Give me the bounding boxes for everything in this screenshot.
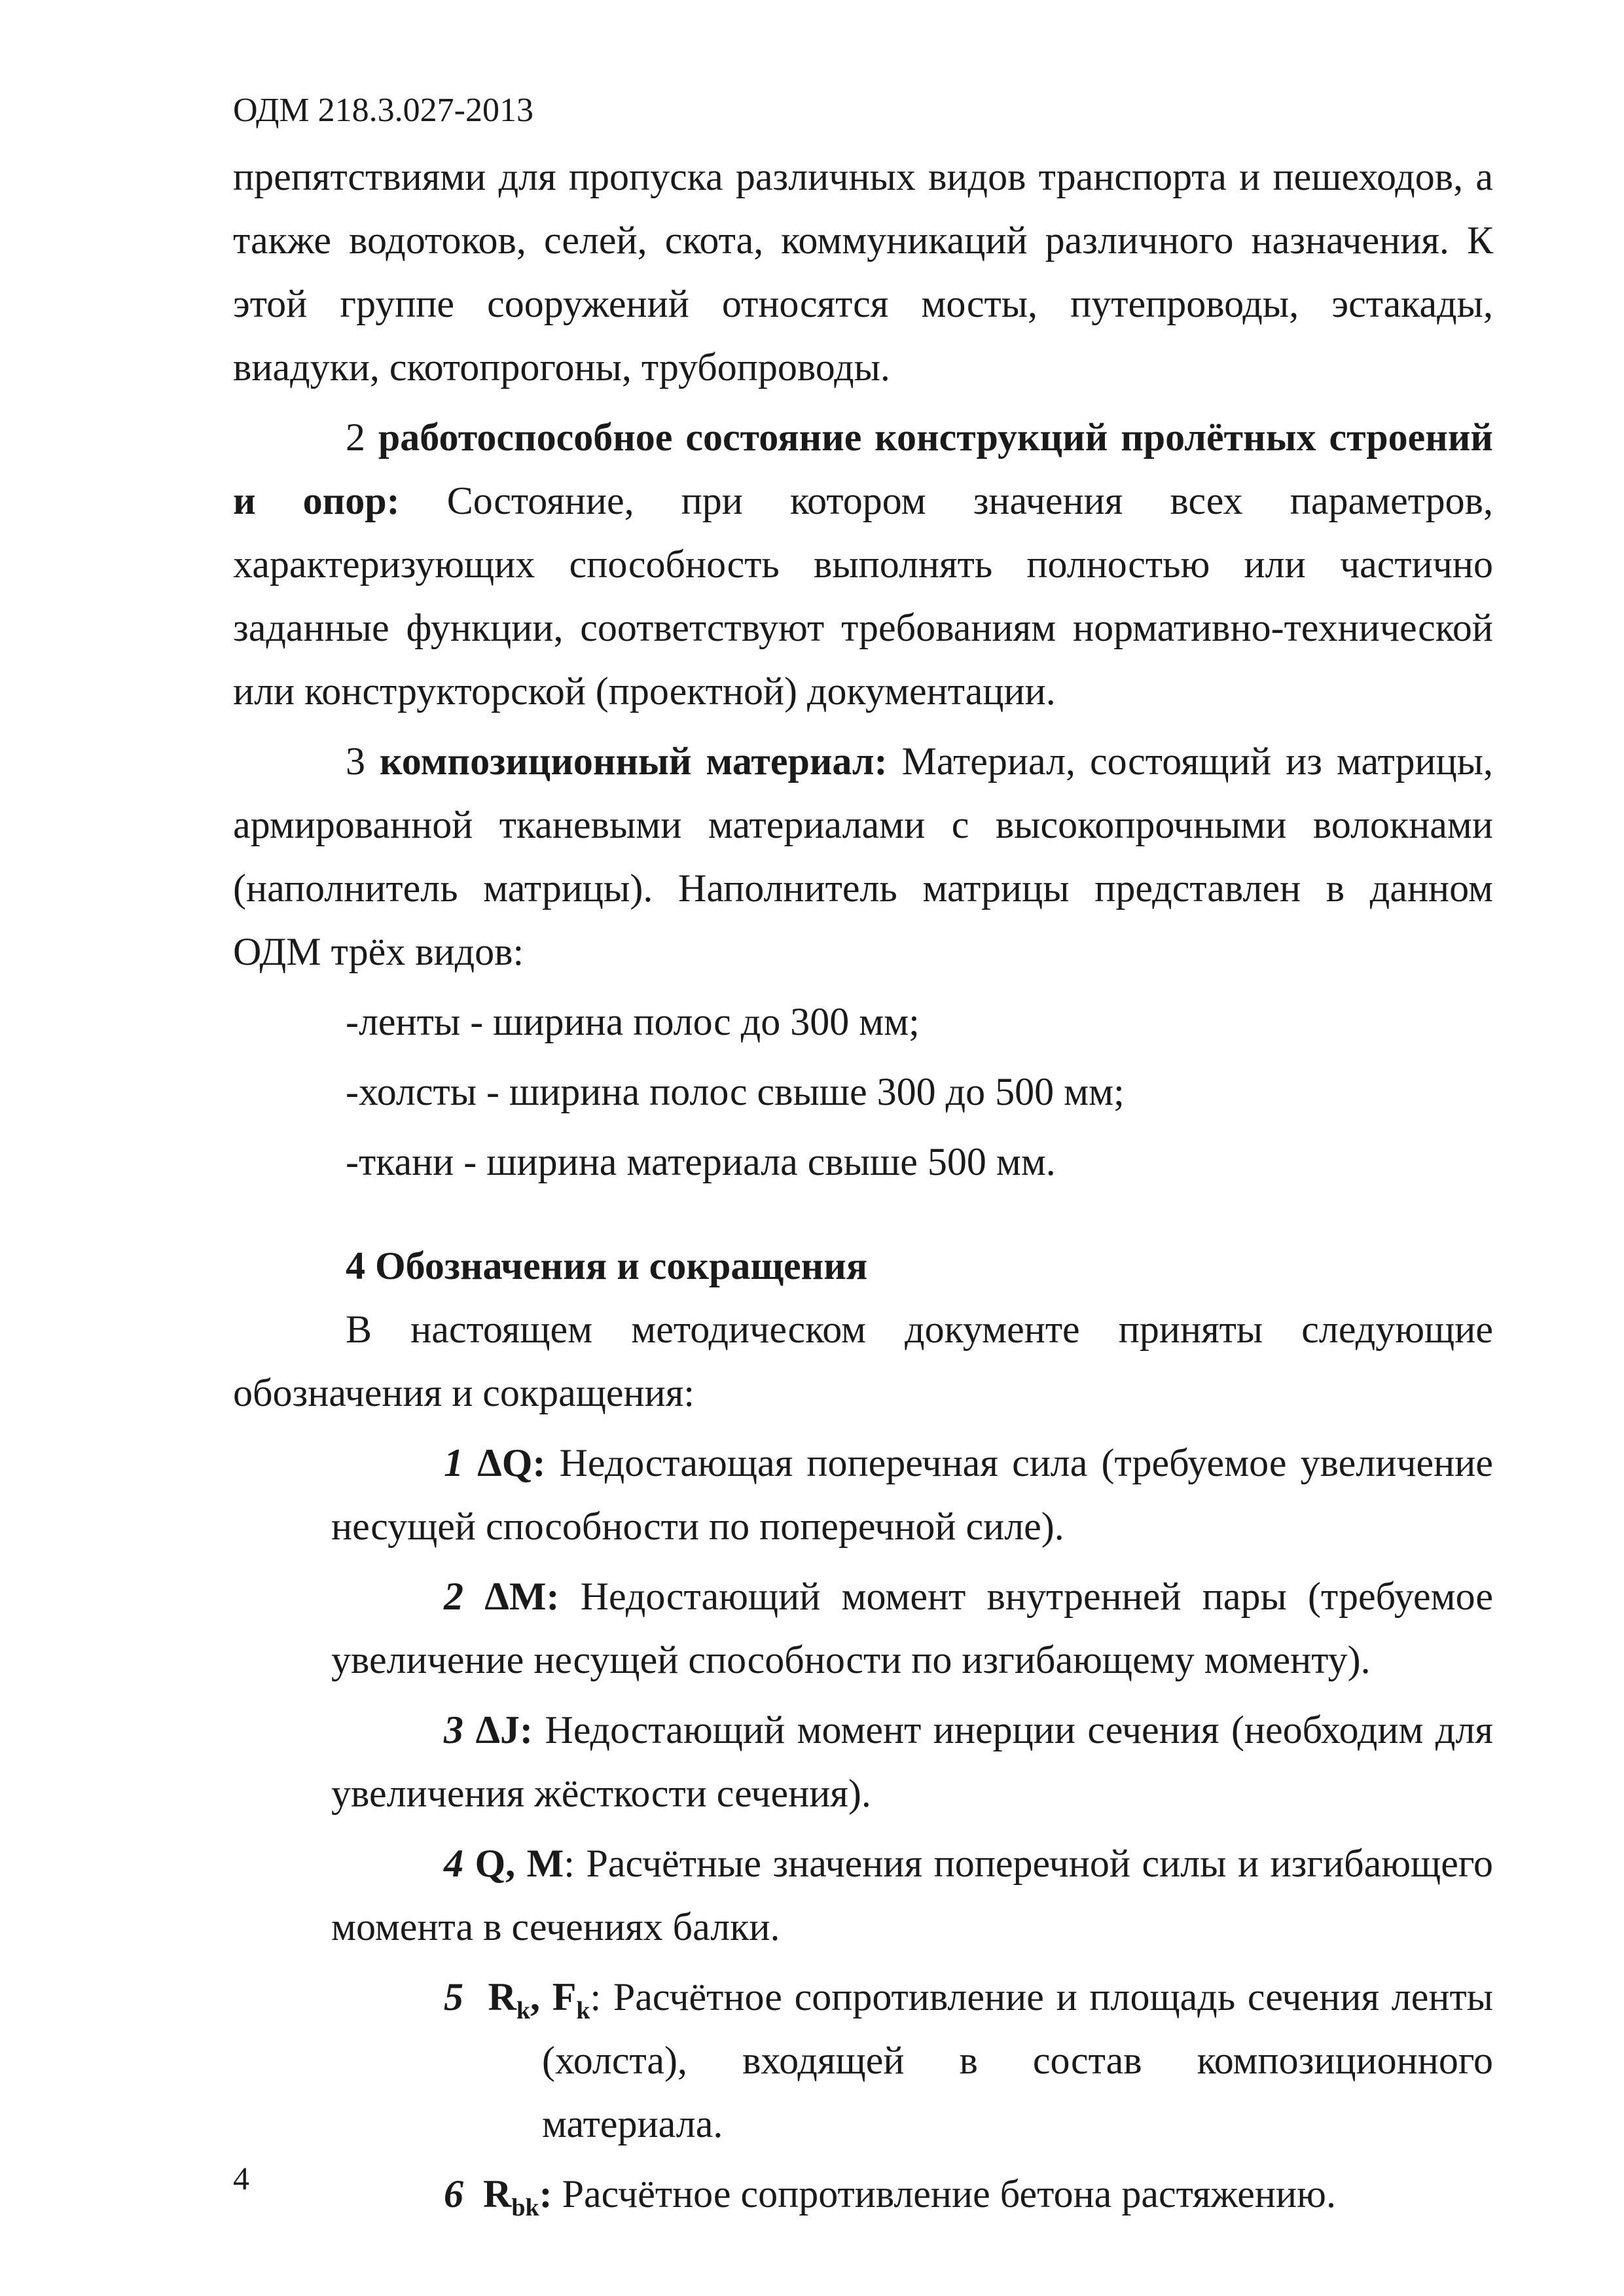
symbol-term: Q, M xyxy=(475,1842,564,1885)
symbol-6 xyxy=(444,2162,1493,2226)
symbol-number: 1 xyxy=(444,1441,463,1484)
symbol-3 xyxy=(331,1698,1493,1825)
definition-term: композиционный материал: xyxy=(380,740,888,783)
filler-type-fabrics: -ткани - ширина материала свыше 500 мм. xyxy=(346,1140,1056,1183)
symbol-r-subscript: bk xyxy=(511,2194,539,2221)
filler-type-canvases: -холсты - ширина полос свыше 300 до 500 мм; xyxy=(346,1070,1125,1113)
page-number: 4 xyxy=(233,2160,249,2197)
intro-continuation-paragraph: препятствиями для пропуска различных видов транспорта и пешеходов, а также водотоков, селей, скота, коммуникаций различного назначения. К этой группе сооружений относятся мосты, путепроводы, эстакады, виадуки, скотопрогоны, трубопроводы. xyxy=(233,155,1493,389)
definition-term: работоспособное состояние конструкций пролётных строений и опор: xyxy=(233,416,1493,522)
section-intro: В настоящем методическом документе приняты следующие обозначения и сокращения: xyxy=(233,1308,1493,1414)
symbol-comma: , xyxy=(530,1975,552,2018)
definition-2 xyxy=(233,406,1493,723)
definition-3 xyxy=(233,730,1493,984)
symbol-r: R xyxy=(483,2172,512,2215)
symbol-1 xyxy=(331,1431,1493,1558)
symbol-text: Расчётное сопротивление бетона растяжению. xyxy=(552,2172,1336,2215)
symbol-number: 2 xyxy=(444,1575,463,1618)
symbol-4 xyxy=(331,1832,1493,1959)
symbol-text: : Расчётное сопротивление и площадь сечения ленты (холста), входящей в состав композиционного материала. xyxy=(542,1975,1494,2145)
symbol-r-subscript: k xyxy=(516,1997,530,2024)
symbol-f: F xyxy=(552,1975,577,2018)
symbol-term: ΔJ: xyxy=(475,1708,533,1751)
symbol-text: Недостающий момент внутренней пары (требуемое увеличение несущей способности по изгибающему моменту). xyxy=(331,1575,1494,1681)
symbol-2 xyxy=(331,1565,1493,1692)
definition-number: 3 xyxy=(346,740,365,783)
symbol-text: Недостающий момент инерции сечения (необходим для увеличения жёсткости сечения). xyxy=(331,1708,1493,1815)
definition-text: Материал, состоящий из матрицы, армированной тканевыми материалами с высокопрочными волокнами (наполнитель матрицы). Наполнитель матрицы представлен в данном ОДМ трёх видов: xyxy=(233,740,1494,973)
symbol-term: ΔQ: xyxy=(477,1441,546,1484)
symbol-r: R xyxy=(488,1975,516,2018)
symbol-term: ΔM: xyxy=(484,1575,560,1618)
symbol-number: 4 xyxy=(444,1842,463,1885)
symbol-number: 3 xyxy=(444,1708,463,1751)
symbol-text: Недостающая поперечная сила (требуемое увеличение несущей способности по поперечной силе). xyxy=(331,1441,1493,1548)
page-body xyxy=(233,145,1493,2226)
symbol-f-subscript: k xyxy=(576,1997,590,2024)
filler-type-tapes: -ленты - ширина полос до 300 мм; xyxy=(346,1000,920,1043)
symbol-5 xyxy=(444,1965,1493,2156)
definition-number: 2 xyxy=(346,416,365,459)
symbol-text: : Расчётные значения поперечной силы и изгибающего момента в сечениях балки. xyxy=(331,1842,1493,1948)
symbol-number: 5 xyxy=(444,1975,463,2018)
document-header: ОДМ 218.3.027-2013 xyxy=(233,92,533,129)
symbol-term xyxy=(488,1975,590,2024)
definition-text: Состояние, при котором значения всех параметров, характеризующих способность выполнять полностью или частично заданные функции, соответствуют требованиям нормативно-технической или конструкторской (проектной) документации. xyxy=(233,479,1494,713)
symbol-colon: : xyxy=(539,2172,552,2215)
symbol-term xyxy=(483,2172,552,2221)
symbol-number: 6 xyxy=(444,2172,463,2215)
section-heading: 4 Обозначения и сокращения xyxy=(346,1244,868,1287)
